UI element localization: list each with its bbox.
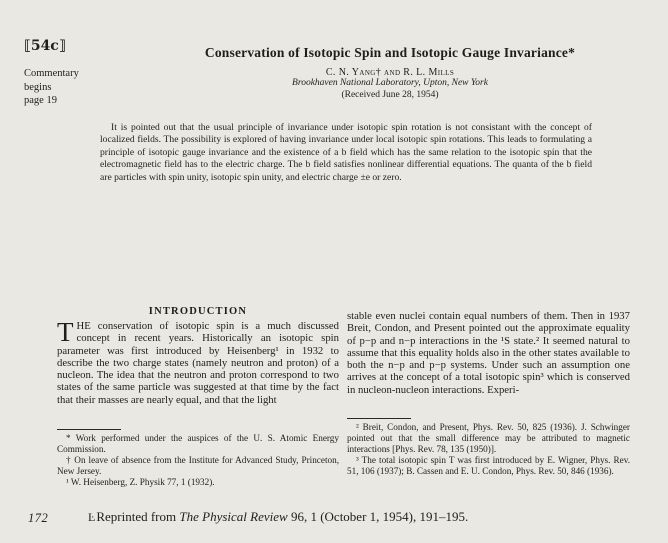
reprint-prefix-text: Reprinted from bbox=[96, 509, 180, 524]
margin-commentary-line: begins bbox=[24, 81, 52, 93]
paper-header bbox=[150, 45, 630, 101]
right-footnote-rule bbox=[347, 418, 411, 419]
footnote: * Work performed under the auspices of the U. S. Atomic Energy Commission. bbox=[57, 433, 339, 454]
abstract-paragraph: It is pointed out that the usual principle of invariance under isotopic spin rotation is not consistant with the concept of localized fields. The possibility is explored of having invariance under local isotopic spin rotations. This leads to formulating a principle of isotopic gauge invariance and the existence of a b field which has the same relation to the isotopic spin that the electromagnetic field has to the electric charge. The b field satisfies nonlinear differential equations. The quanta of the b field are particles with spin unity, isotopic spin unity, and electric charge ±e or zero. bbox=[100, 122, 592, 183]
received-date-line: (Received June 28, 1954) bbox=[341, 90, 439, 100]
dropcap-letter: T bbox=[57, 317, 74, 347]
left-column-paragraph: HE conservation of isotopic spin is a much discussed concept in recent years. Historically an isotopic spin parameter was first introduced by Heisenberg¹ in 1932 to describe the two charge states (namely neutron and proton) of a nucleon. The idea that the neutron and proton correspond to two states of the same particle was suggested at that time by the fact that their masses are nearly equal, and that the light bbox=[57, 320, 339, 406]
author-line: C. N. Yang† and R. L. Mills bbox=[325, 67, 455, 78]
footnote: ³ The total isotopic spin T was first introduced by E. Wigner, Phys. Rev. 51, 106 (1937); B. Cassen and E. U. Condon, Phys. Rev. 50, 846 (1936). bbox=[347, 454, 630, 476]
footnote: ² Breit, Condon, and Present, Phys. Rev. 50, 825 (1936). J. Schwinger pointed out that the small difference may be attributed to magnetic interactions [Phys. Rev. 78, 135 (1950)]. bbox=[347, 422, 630, 454]
footnote: † On leave of absence from the Institute for Advanced Study, Princeton, New Jersey. bbox=[57, 454, 339, 476]
margin-commentary-line: Commentary bbox=[24, 68, 79, 79]
left-footnote-rule bbox=[57, 429, 121, 430]
margin-commentary-note bbox=[24, 67, 79, 108]
affiliation-line: Brookhaven National Laboratory, Upton, New York bbox=[292, 78, 488, 88]
reprint-citation-text: 96, 1 (October 1, 1954), 191–195. bbox=[287, 509, 469, 524]
paper-title: Conservation of Isotopic Spin and Isotopic Gauge Invariance* bbox=[204, 45, 576, 60]
left-column-body bbox=[57, 317, 339, 406]
reprint-page-number: 172 bbox=[28, 511, 49, 525]
right-column-paragraph: stable even nuclei contain equal numbers of them. Then in 1937 Breit, Condon, and Present pointed out the approximate equality of p−p and n−p interactions in the ¹S state.² It seemed natural to assume that this equality holds also in the other states available to both the n−p and p−p systems. Under such an assumption one arrives at the concept of a total isotopic spin³ which is conserved in nucleon-nucleon interactions. Experi- bbox=[347, 310, 630, 396]
left-column-footnotes bbox=[57, 433, 339, 488]
footnote: ¹ W. Heisenberg, Z. Physik 77, 1 (1932). bbox=[66, 476, 215, 487]
margin-commentary-line: page 19 bbox=[24, 95, 57, 106]
margin-paper-number: ⟦54c⟧ bbox=[24, 38, 66, 54]
section-heading-introduction: INTRODUCTION bbox=[148, 306, 248, 317]
right-column-footnotes bbox=[347, 422, 630, 477]
reprint-source-line bbox=[88, 509, 468, 525]
journal-name: The Physical Review bbox=[179, 509, 288, 524]
reprint-corner-mark: Ŀ bbox=[88, 510, 96, 524]
